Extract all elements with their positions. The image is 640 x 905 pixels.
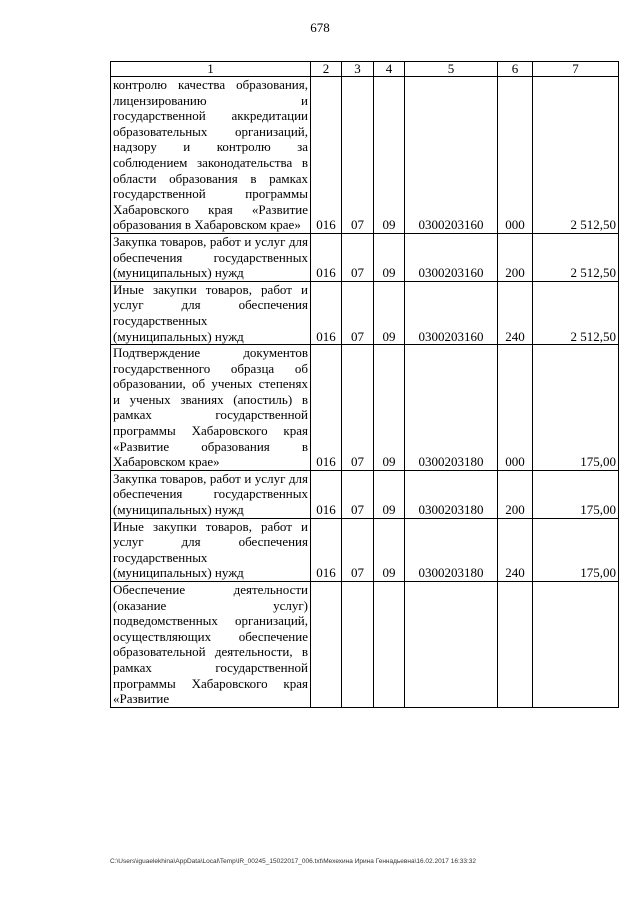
- header-cell: 2: [311, 62, 342, 77]
- table-row: [111, 77, 619, 234]
- header-cell: 1: [111, 62, 311, 77]
- row-description: контролю качества образования, лицензированию и государственной аккредитации образовательных организаций, надзору и контролю за соблюдением законодательства в области образования в рамках государственной программы Хабаровского края «Развитие образования в Хабаровском крае»: [111, 77, 311, 234]
- expense-type-code: 000: [498, 345, 533, 471]
- expense-type-code: 240: [498, 281, 533, 344]
- row-description: Иные закупки товаров, работ и услуг для обеспечения государственных (муниципальных) нужд: [111, 518, 311, 581]
- expense-type-code: 240: [498, 518, 533, 581]
- table-row: [111, 281, 619, 344]
- header-cell: 4: [374, 62, 405, 77]
- file-path-footer: C:\Users\iguaelekhina\AppData\Local\Temp\IR_00245_15022017_006.txt\Мехехина Ирина Геннадьевна\16.02.2017 16:33:32: [110, 858, 477, 865]
- ministry-code: 016: [311, 345, 342, 471]
- target-article-code: 0300203160: [405, 281, 498, 344]
- section-code: 07: [342, 518, 374, 581]
- row-description: Подтверждение документов государственного образца об образовании, об ученых степенях и ученых званиях (апостиль) в рамках государственной программы Хабаровского края «Развитие образования в Хабаровском крае»: [111, 345, 311, 471]
- expense-type-code: 200: [498, 233, 533, 281]
- amount: 2 512,50: [533, 281, 619, 344]
- page-number: 678: [310, 20, 330, 35]
- target-article-code: 0300203180: [405, 345, 498, 471]
- ministry-code: 016: [311, 77, 342, 234]
- section-code: [342, 582, 374, 708]
- amount: 2 512,50: [533, 77, 619, 234]
- section-code: 07: [342, 77, 374, 234]
- target-article-code: 0300203160: [405, 77, 498, 234]
- subsection-code: 09: [374, 470, 405, 518]
- header-cell: 3: [342, 62, 374, 77]
- amount: 175,00: [533, 470, 619, 518]
- section-code: 07: [342, 281, 374, 344]
- row-description: Иные закупки товаров, работ и услуг для обеспечения государственных (муниципальных) нужд: [111, 281, 311, 344]
- expense-type-code: 000: [498, 77, 533, 234]
- table-row: [111, 345, 619, 471]
- amount: 2 512,50: [533, 233, 619, 281]
- subsection-code: 09: [374, 233, 405, 281]
- ministry-code: 016: [311, 233, 342, 281]
- header-cell: 7: [533, 62, 619, 77]
- subsection-code: 09: [374, 345, 405, 471]
- section-code: 07: [342, 233, 374, 281]
- amount: 175,00: [533, 518, 619, 581]
- table-row: [111, 582, 619, 708]
- target-article-code: 0300203160: [405, 233, 498, 281]
- budget-table: [110, 61, 619, 708]
- table-row: [111, 518, 619, 581]
- table-row: [111, 233, 619, 281]
- row-description: Закупка товаров, работ и услуг для обеспечения государственных (муниципальных) нужд: [111, 233, 311, 281]
- ministry-code: 016: [311, 470, 342, 518]
- section-code: 07: [342, 345, 374, 471]
- ministry-code: 016: [311, 281, 342, 344]
- row-description: Закупка товаров, работ и услуг для обеспечения государственных (муниципальных) нужд: [111, 470, 311, 518]
- subsection-code: 09: [374, 77, 405, 234]
- header-cell: 6: [498, 62, 533, 77]
- amount: 175,00: [533, 345, 619, 471]
- target-article-code: 0300203180: [405, 518, 498, 581]
- target-article-code: [405, 582, 498, 708]
- table-row: [111, 470, 619, 518]
- expense-type-code: 200: [498, 470, 533, 518]
- ministry-code: [311, 582, 342, 708]
- subsection-code: 09: [374, 518, 405, 581]
- section-code: 07: [342, 470, 374, 518]
- row-description: Обеспечение деятельности (оказание услуг) подведомственных организаций, осуществляющих обеспечение образовательной деятельности, в рамках государственной программы Хабаровского края «Развитие: [111, 582, 311, 708]
- header-cell: 5: [405, 62, 498, 77]
- subsection-code: 09: [374, 281, 405, 344]
- target-article-code: 0300203180: [405, 470, 498, 518]
- amount: [533, 582, 619, 708]
- ministry-code: 016: [311, 518, 342, 581]
- expense-type-code: [498, 582, 533, 708]
- table-header-row: [111, 62, 619, 77]
- subsection-code: [374, 582, 405, 708]
